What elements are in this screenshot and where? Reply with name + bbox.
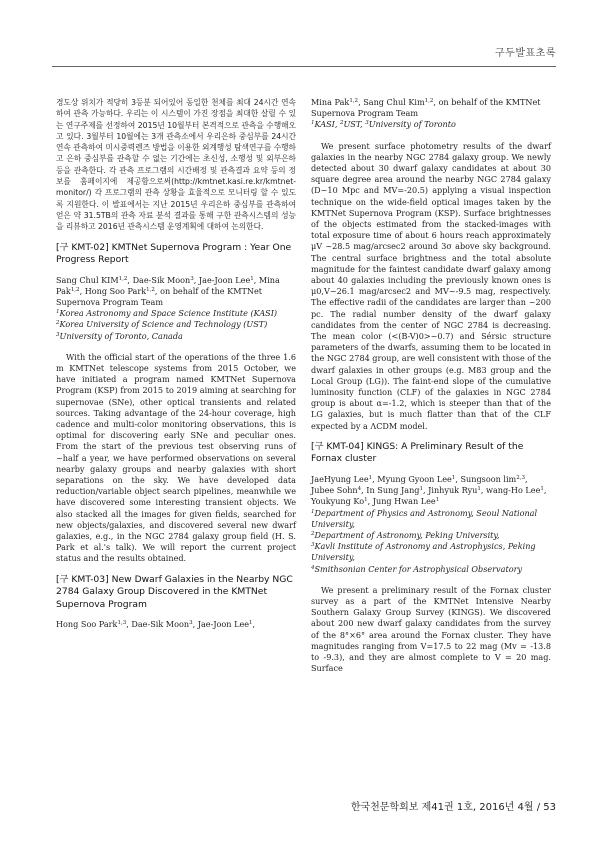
kmt03-title: [구 KMT-03] New Dwarf Galaxies in the Nearby NGC 2784 Galaxy Group Discovered in the KMTNet Supernova Program xyxy=(56,573,293,610)
affil-sup: 1 xyxy=(311,508,315,515)
author-sup: 2,3 xyxy=(516,474,525,481)
kmt02-affiliation xyxy=(56,308,296,319)
author-name: JaeHyung Lee xyxy=(311,473,369,484)
author-name: Sang Chul KIM xyxy=(56,274,119,285)
authors-suffix: on behalf of the KMTNet Supernova Program Team xyxy=(311,97,541,119)
author-name: Jae-Joon Lee xyxy=(197,619,250,630)
right-column xyxy=(311,97,551,674)
affil-sup: 1 xyxy=(56,309,60,316)
author-name: Jung Hwan Lee xyxy=(372,496,436,507)
author-sup: 1 xyxy=(364,497,368,504)
author-sup: 1,2 xyxy=(70,286,80,293)
left-column xyxy=(56,97,296,630)
affil-sup: 3 xyxy=(365,120,369,127)
author-name: Jae-Joon Lee xyxy=(198,274,251,285)
author-sup: 1 xyxy=(250,275,254,282)
author-name: Sang Chul Kim xyxy=(363,97,425,107)
author-name: wang-Ho Lee xyxy=(486,485,541,496)
affil-sup: 2 xyxy=(311,530,315,537)
kmt03-abstract: We present surface photometry results of the dwarf galaxies in the nearby NGC 2784 galaxy group. We newly detected about 30 dwarf galaxy candidates at about 30 square degree area around the nearby NGC 2784 galaxy (D~10 Mpc and MV=-20.5) applying a visual inspection technique on the wide-field optical images taken by the KMTNet Supernova Program (KSP). Surface brightnesses of the objects estimated from the stacked-images with total exposure time of about 6 hours reach approximately μV ~28.5 mag/arcsec2 around 3σ above sky background. The central surface brightness and the total absolute magnitude for the faintest candidate dwarf galaxy among about 40 galaxies including the previously known ones is μ0,V~26.1 mag/arcsec2 and MV~-9.5 mag, respectively. The effective radii of the candidates are larger than ~200 pc. The radial number density of the dwarf galaxy candidates from the center of NGC 2784 is decreasing. The mean color (<(B-V)0>~0.7) and Sérsic structure parameters of the dwarfs, assuming them to be located in the NGC 2784 group, are well consistent with those of the dwarf galaxies in other groups (e.g. M83 group and the Local Group (LG)). The faint-end slope of the cumulative luminosity function (CLF) of the galaxies in NGC 2784 group is about α=-1.2, which is steeper than that of the LG galaxies, but is much flatter than that of the CLF expected by a ΛCDM model. xyxy=(311,140,551,431)
affil-text: Smithsonian Center for Astrophysical Observatory xyxy=(314,563,523,574)
affil-text: KASI xyxy=(314,119,335,130)
author-sup: 3 xyxy=(190,275,194,282)
header-rule xyxy=(52,66,556,67)
kmt04-affiliation xyxy=(311,564,551,575)
kmt03-affiliations: $^1$KASI, $^2$UST, $^3$University of Toronto xyxy=(311,119,456,130)
author-sup: 1 xyxy=(451,474,456,481)
author-name: Mina Pak xyxy=(311,97,350,107)
author-name: Dae-Sik Moon xyxy=(132,274,191,285)
kmt04-authors: JaeHyung Lee$^1$, Myung Gyoon Lee$^1$, Sungsoon $\lim^{2,3}$, Jubee Sohn$^4$, In Sung Jang$^1$, Jinhyuk Ryu$^1$, wang-Ho Lee$^1$, Youkyung Ko$^1$, Jung Hwan Lee$^1$ xyxy=(311,473,547,507)
author-sup: 1,2 xyxy=(424,98,434,104)
author-sup: 4 xyxy=(357,486,362,493)
author-name: Hong Soo Park xyxy=(84,285,147,296)
author-name: In Sung Jang xyxy=(366,485,420,496)
author-name: Hong Soo Park xyxy=(56,619,118,630)
kmt03-authors: Hong Soo Park$^{1,3}$, Dae-Sik Moon$^3$, Jae-Joon Lee$^1$, xyxy=(56,619,256,630)
affil-sup: 4 xyxy=(311,564,315,571)
author-name: Sungsoon lim xyxy=(460,473,517,484)
author-sup: 1 xyxy=(477,486,481,493)
kmt02-abstract: With the official start of the operations of the three 1.6 m KMTNet telescope systems from 2015 October, we have initiated a program named KMTNet Supernova Program (KSP) from 2015 to 2019 aiming at searching for supernovae (SNe), other optical transients and related sources. Taking advantage of the 24-hour coverage, high cadence and multi-color monitoring observations, this is optimal for discovering early SNe and peculiar ones. From the start of the previous test observing runs of ~half a year, we have performed observations on several nearby galaxy groups and nearby galaxies with short separations on the sky. We have developed data reduction/variable object search pipelines, meanwhile we have discovered some interesting transient objects. We also stacked all the images for given fields, searched for new objects/galaxies, and discovered several new dwarf galaxies, e.g., in the NGC 2784 galaxy group field (H. S. Park et al.'s talk). We will report the current project status and the results obtained. xyxy=(56,351,296,564)
section-tab: 구두발표초록 xyxy=(495,48,556,59)
author-name: Mina Pak xyxy=(56,274,280,296)
korean-paragraph: 경도상 위치가 적당히 3등분 되어있어 동일한 천체를 최대 24시간 연속하여 관측 가능하다. 우리는 이 시스템이 가진 장점을 최대한 살릴 수 있는 연구주제를 선정하여 2015년 10월부터 본격적으로 관측을 수행해오고 있다. 3월부터 10월에는 3개 관측소에서 우리은하 중심부를 24시간 연속 관측하여 미시중력렌즈 방법을 이용한 외계행성 탐색연구를 수행하고 은하 중심부를 관측할 수 없는 기간에는 초신성, 소행성 및 외부은하 등을 관측한다. 각 관측 프로그램의 시간배정 및 관측결과 요약 등의 정보를 홈페이지에 제공함으로써(http://kmtnet.kasi.re.kr/kmtnet-monitor/) 각 프로그램의 관측 상황을 효율적으로 모니터링 할 수 있도록 지원한다. 이 발표에서는 지난 2015년 우리은하 중심부를 관측하여 얻은 약 31.5TB의 관측 자료 분석 결과를 통해 구한 관측시스템의 성능을 리뷰하고 2016년 관측시스템 운영계획에 대하여 논의한다. xyxy=(56,98,296,232)
affil-text: University of Toronto xyxy=(368,119,456,130)
kmt04-affiliation xyxy=(311,541,551,563)
kmt04-abstract: We present a preliminary result of the Fornax cluster survey as a part of the KMTNet Intensive Nearby Southern Galaxy Group Survey (KINGS). We discovered about 200 new dwarf galaxy candidates from the survey of the 8°×6° area around the Fornax cluster. They have magnitudes ranging from V=17.5 to 22 mag (Mv = -13.8 to -9.3), and they are almost complete to V = 20 mag. Surface xyxy=(311,584,551,674)
authors-suffix: on behalf of the KMTNet Supernova Program Team xyxy=(56,285,263,307)
affil-sup: 2 xyxy=(56,320,60,327)
kmt03-authors-cont: Mina Pak$^{1,2}$, Sang Chul Kim$^{1,2}$, on behalf of the KMTNet Supernova Program Team xyxy=(311,97,541,119)
affil-text: Korea University of Science and Technology (UST) xyxy=(59,319,268,330)
affil-sup: 3 xyxy=(56,331,60,338)
affil-sup: 1 xyxy=(311,120,315,127)
affil-text: UST xyxy=(343,119,361,130)
affil-text: Department of Physics and Astronomy, Seoul National University, xyxy=(311,507,538,529)
author-sup: 1,2 xyxy=(146,286,155,293)
affil-text: University of Toronto, Canada xyxy=(59,330,183,341)
author-name: Youkyung Ko xyxy=(311,496,365,507)
affil-text: Korea Astronomy and Space Science Institute (KASI) xyxy=(59,308,278,319)
author-sup: 1 xyxy=(249,620,253,627)
page-footer-citation: 한국천문학회보 제41권 1호, 2016년 4월 / 53 xyxy=(350,802,556,813)
kmt04-title: [구 KMT-04] KINGS: A Preliminary Result of the Fornax cluster xyxy=(311,440,524,465)
author-sup: 1 xyxy=(540,486,544,493)
author-sup: 1 xyxy=(368,474,373,481)
affil-text: Kavli Institute of Astronomy and Astrophysics, Peking University, xyxy=(311,541,536,563)
affil-sup: 2 xyxy=(339,120,344,127)
author-sup: 1,3 xyxy=(117,620,127,627)
author-name: Jinhyuk Ryu xyxy=(428,485,478,496)
kmt02-affiliation xyxy=(56,331,296,342)
author-name: Dae-Sik Moon xyxy=(131,619,190,630)
author-sup: 1 xyxy=(435,497,440,504)
author-name: Jubee Sohn xyxy=(311,485,358,496)
affil-sup: 3 xyxy=(311,542,315,549)
author-name: Myung Gyoon Lee xyxy=(377,473,452,484)
author-sup: 1,2 xyxy=(118,275,128,282)
author-sup: 1,2 xyxy=(349,98,359,104)
author-sup: 1 xyxy=(419,486,423,493)
kmt02-title: [구 KMT-02] KMTNet Supernova Program : Year One Progress Report xyxy=(56,241,292,266)
kmt04-affiliation xyxy=(311,508,551,530)
affil-text: Department of Astronomy, Peking University, xyxy=(314,529,500,540)
kmt04-affiliation xyxy=(311,530,551,541)
kmt02-affiliation xyxy=(56,319,296,330)
author-sup: 3 xyxy=(189,620,193,627)
kmt02-authors: Sang Chul KIM$^{1,2}$, Dae-Sik Moon$^3$, Jae-Joon Lee$^1$, Mina Pak$^{1,2}$, Hong Soo Park$^{1,2}$, on behalf of the KMTNet Supernova Program Team xyxy=(56,274,280,307)
